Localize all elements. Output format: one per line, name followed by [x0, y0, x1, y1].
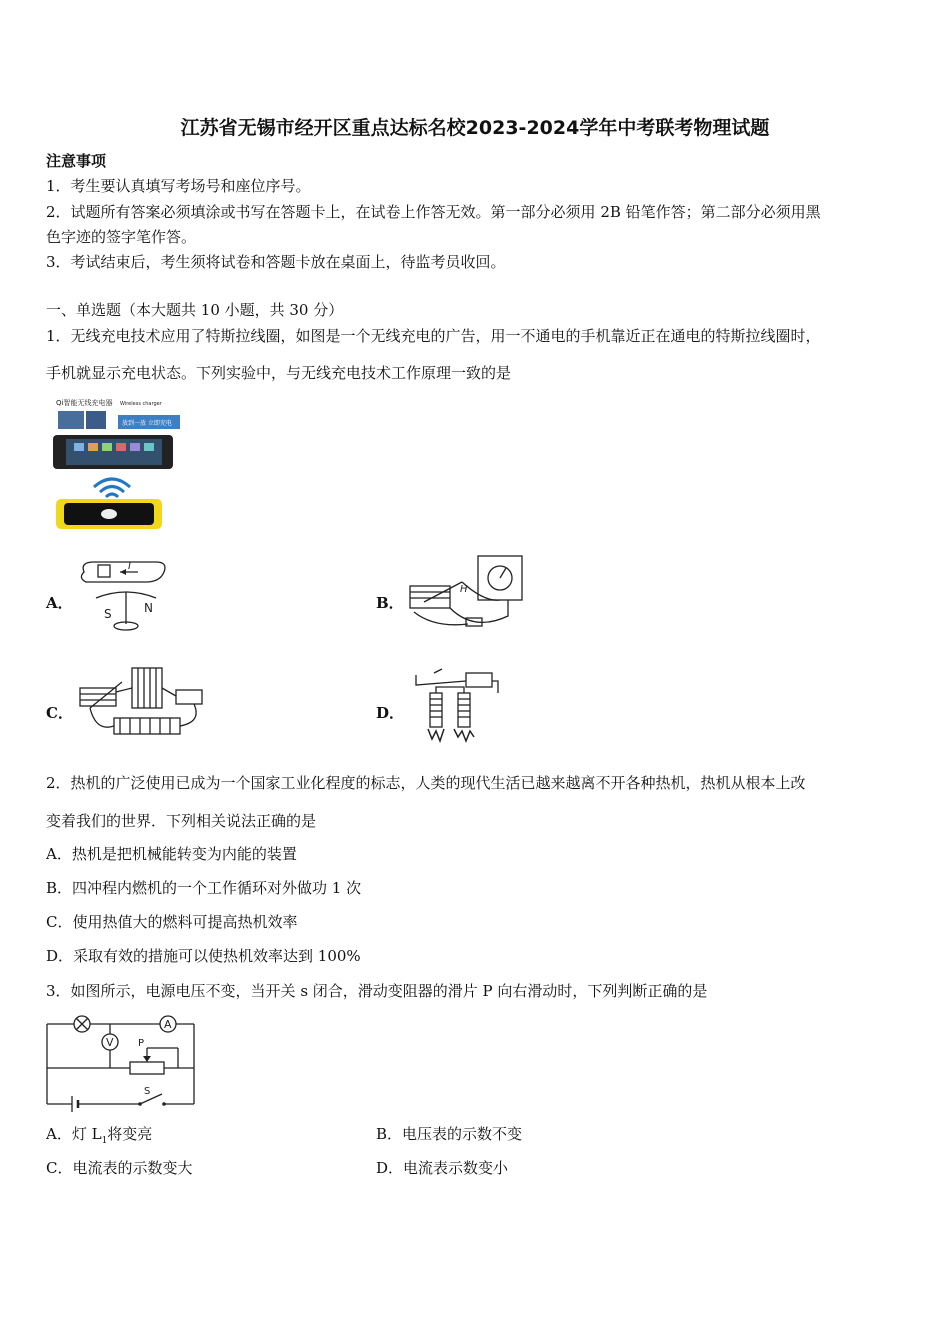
q1-option-a-figure — [76, 558, 176, 636]
notice-item-1: 1．考生要认真填写考场号和座位序号。 — [46, 177, 311, 195]
q2-stem-line1: 2．热机的广泛使用已成为一个国家工业化程度的标志，人类的现代生活已越来越离不开各种热机，热机从根本上改 — [46, 774, 806, 792]
magnet-icon — [410, 586, 450, 608]
q1-option-a-label: A． — [46, 594, 73, 612]
battery-icon — [98, 565, 110, 577]
ad-thumb-icon — [58, 411, 84, 429]
q1-option-d-figure — [404, 665, 504, 747]
section-heading: 一、单选题（本大题共 10 小题，共 30 分） — [46, 301, 344, 319]
q3-option-d: D．电流表示数变小 — [376, 1159, 509, 1177]
page-title: 江苏省无锡市经开区重点达标名校2023-2024学年中考联考物理试题 — [180, 117, 770, 139]
q1-option-c-figure — [76, 662, 212, 744]
wireless-charger-ad-image — [50, 395, 190, 535]
ad-caption: Qi智能无线充电器 — [56, 399, 113, 407]
q1-stem-line2: 手机就显示充电状态。下列实验中，与无线充电技术工作原理一致的是 — [46, 364, 512, 382]
switch-icon — [176, 690, 202, 704]
q1-option-b-label: B． — [376, 594, 404, 612]
coil-icon — [132, 668, 162, 708]
q1-option-d-label: D． — [376, 704, 405, 722]
q2-option-c: C．使用热值大的燃料可提高热机效率 — [46, 913, 298, 931]
iron-filings-icon — [428, 729, 444, 741]
switch-s-label: S — [144, 1086, 151, 1097]
q2-option-b: B．四冲程内燃机的一个工作循环对外做功 1 次 — [46, 879, 362, 897]
label-s-pole: S — [104, 607, 112, 621]
electromagnet-b-icon — [458, 693, 470, 727]
ammeter-label: A — [164, 1018, 172, 1031]
q3-option-a: A．灯 $L_1$将变亮 — [46, 1125, 153, 1146]
q2-stem-line2: 变着我们的世界．下列相关说法正确的是 — [46, 812, 317, 830]
notice-heading: 注意事项 — [46, 152, 107, 170]
q3-option-c: C．电流表的示数变大 — [46, 1159, 193, 1177]
phone-screen-icon — [66, 439, 162, 465]
voltmeter-label: V — [106, 1036, 114, 1049]
label-current: I — [128, 561, 131, 572]
q3-option-b: B．电压表的示数不变 — [376, 1125, 523, 1143]
electromagnet-a-icon — [430, 693, 442, 727]
label-n-pole: N — [144, 601, 153, 615]
ad-thumb-icon — [86, 411, 106, 429]
q1-stem-line1: 1．无线充电技术应用了特斯拉线圈，如图是一个无线充电的广告，用一不通电的手机靠近正在通电的特斯拉线圈时， — [46, 327, 821, 345]
q3-stem: 3．如图所示，电源电压不变，当开关 s 闭合，滑动变阻器的滑片 P 向右滑动时，下列判断正确的是 — [46, 982, 708, 1000]
notice-item-3: 3．考试结束后，考生须将试卷和答题卡放在桌面上，待监考员收回。 — [46, 253, 506, 271]
q2-option-d: D．采取有效的措施可以使热机效率达到 100% — [46, 947, 361, 965]
ad-button-label: 放到一放 立即充电 — [122, 420, 172, 427]
q3-circuit-diagram — [44, 1012, 200, 1112]
label-h: H — [460, 584, 468, 595]
notice-item-2: 2．试题所有答案必须填涂或书写在答题卡上，在试卷上作答无效。第一部分必须用 2B 铅笔作答；第二部分必须用黑 — [46, 203, 821, 221]
battery-icon — [466, 673, 492, 687]
conductor-rod-icon — [90, 682, 122, 708]
rheostat-icon — [130, 1062, 164, 1074]
ad-caption-en: Wireless charger — [120, 401, 162, 407]
slider-p-label: P — [138, 1038, 145, 1049]
q2-option-a: A．热机是把机械能转变为内能的装置 — [46, 845, 297, 863]
notice-item-2-cont: 色字迹的签字笔作答。 — [46, 228, 197, 246]
q1-option-b-figure — [404, 552, 534, 640]
q1-option-c-label: C． — [46, 704, 73, 722]
